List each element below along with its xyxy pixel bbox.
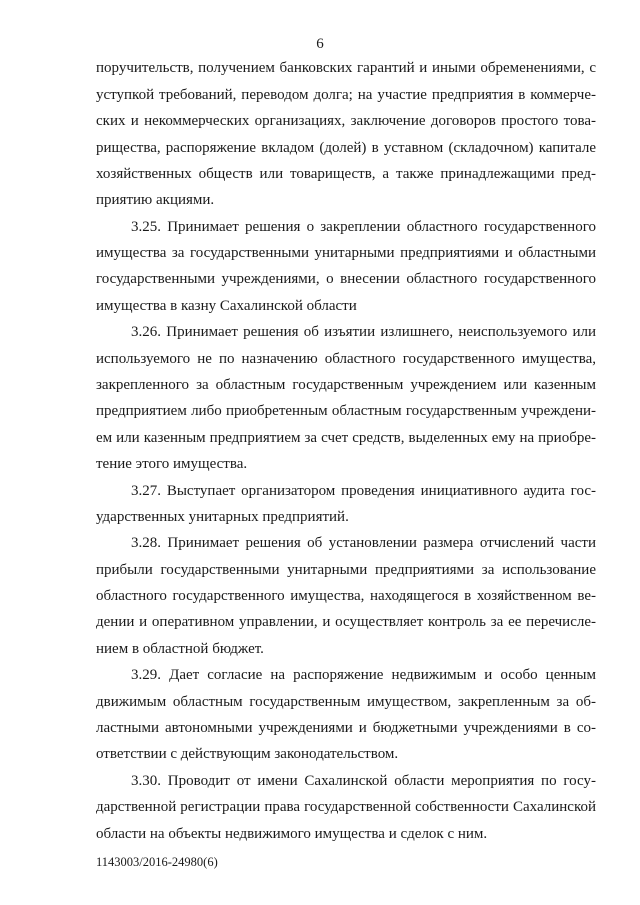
text-line: рищества, распоряжение вкладом (долей) в уставном (складочном) капитале bbox=[96, 140, 596, 156]
text-line: уступкой требований, переводом долга; на участие предприятия в коммерче- bbox=[96, 87, 596, 103]
text-line: 3.25. Принимает решения о закреплении областного государственного bbox=[131, 219, 596, 235]
text-line: ответствии с действующим законодательством. bbox=[96, 746, 399, 762]
document-code: 1143003/2016-24980(6) bbox=[96, 855, 218, 869]
text-line: хозяйственных обществ или товариществ, а также принадлежащими пред- bbox=[96, 166, 596, 182]
page-number: 6 bbox=[316, 36, 324, 52]
text-line: ударственных унитарных предприятий. bbox=[96, 509, 349, 525]
text-line: 3.27. Выступает организатором проведения инициативного аудита гос- bbox=[131, 483, 596, 499]
text-line: приятию акциями. bbox=[96, 192, 215, 208]
text-line: нием в областной бюджет. bbox=[96, 641, 264, 657]
text-line: ем или казенным предприятием за счет средств, выделенных ему на приобре- bbox=[96, 430, 596, 446]
text-line: тение этого имущества. bbox=[96, 456, 248, 472]
text-line: имущества в казну Сахалинской области bbox=[96, 298, 357, 314]
text-line: ских и некоммерческих организациях, заключение договоров простого това- bbox=[96, 113, 596, 129]
text-line: областного государственного имущества, находящегося в хозяйственном ве- bbox=[96, 588, 596, 604]
text-line: ластными автономными учреждениями и бюджетными учреждениями в со- bbox=[96, 720, 596, 736]
text-line: дарственной регистрации права государственной собственности Сахалинской bbox=[96, 799, 596, 815]
text-line: закрепленного за областным государственным учреждением или казенным bbox=[96, 377, 596, 393]
text-line: движимым областным государственным имуществом, закрепленным за об- bbox=[96, 694, 596, 710]
text-line: прибыли государственными унитарными предприятиями за использование bbox=[96, 562, 596, 578]
text-line: 3.28. Принимает решения об установлении размера отчислений части bbox=[131, 535, 596, 551]
text-line: государственными учреждениями, о внесении областного государственного bbox=[96, 271, 596, 287]
text-line: области на объекты недвижимого имущества и сделок с ним. bbox=[96, 826, 488, 842]
text-line: дении и оперативном управлении, и осуществляет контроль за ее перечисле- bbox=[96, 614, 596, 630]
text-line: 3.30. Проводит от имени Сахалинской области мероприятия по госу- bbox=[131, 773, 596, 789]
text-line: 3.29. Дает согласие на распоряжение недвижимым и особо ценным bbox=[131, 667, 596, 683]
text-line: используемого не по назначению областного государственного имущества, bbox=[96, 351, 596, 367]
text-line: предприятием либо приобретенным областным государственным учреждени- bbox=[96, 403, 596, 419]
text-line: 3.26. Принимает решения об изъятии излишнего, неиспользуемого или bbox=[131, 324, 596, 340]
text-line: имущества за государственными унитарными предприятиями и областными bbox=[96, 245, 596, 261]
text-line: поручительств, получением банковских гарантий и иными обременениями, с bbox=[96, 60, 596, 76]
